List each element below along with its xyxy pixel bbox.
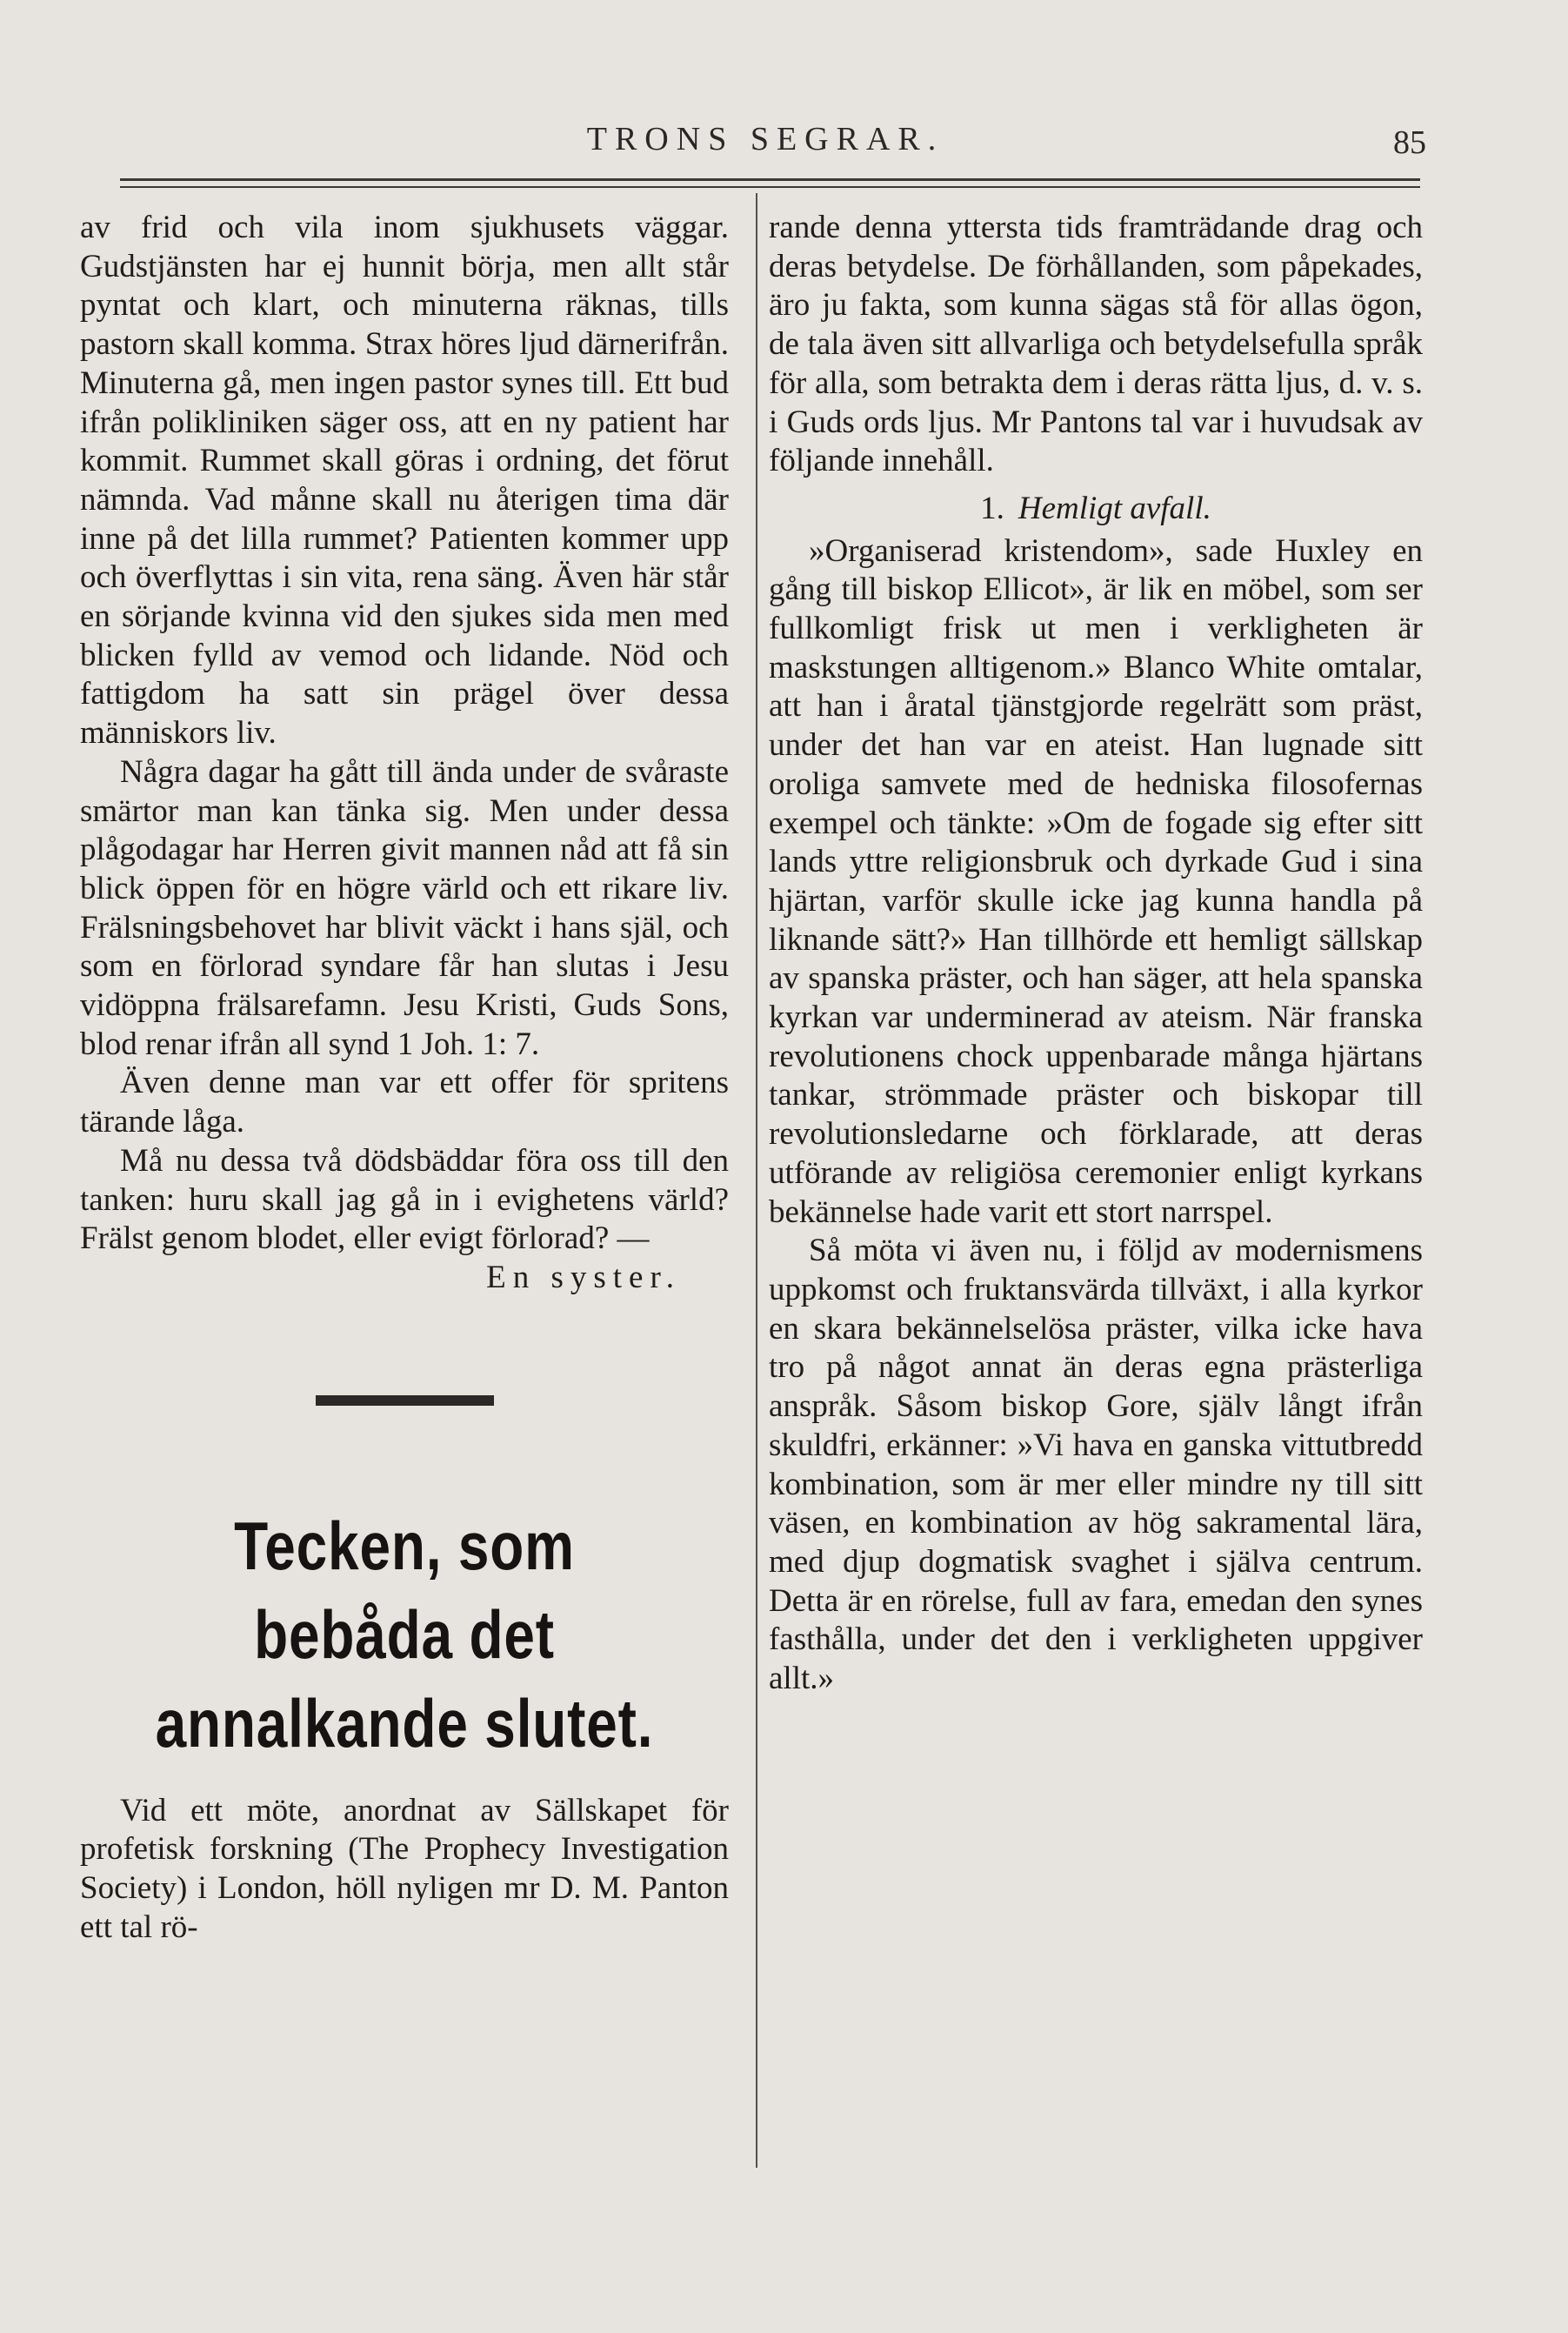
header-rule-top [120,178,1420,181]
left-paragraph-2: Några dagar ha gått till ända under de svåraste smärtor man kan tänka sig. Men under dessa plågodagar har Herren givit mannen nåd att få sin blick öppen för en högre värld och ett rikare liv. Frälsningsbehovet har blivit väckt i hans själ, och som en förlorad syndare får han slutas i Jesu vidöppna frälsarefamn. Jesu Kristi, Guds Sons, blod renar ifrån all synd 1 Joh. 1: 7. [80,753,729,1062]
signature: En syster. [486,1259,681,1295]
left-paragraph-3: Även denne man var ett offer för spritens tärande låga. [80,1065,729,1140]
left-paragraph-4: Må nu dessa två dödsbäddar föra oss till den tanken: huru skall jag gå in i evighetens värld? Frälst genom blodet, eller evigt förlorad? — [80,1142,729,1257]
column-divider [756,193,757,2168]
section-number: 1. [980,490,1004,526]
headline-line-2: annalkande slutet. [155,1684,654,1761]
section-title: Hemligt avfall. [1018,490,1211,526]
section-heading [769,490,1423,529]
header-rule-bottom [120,186,1420,188]
running-title: TRONS SEGRAR. [586,121,944,157]
right-column [769,209,1423,1699]
article-headline [138,1501,671,1768]
right-paragraph-2: Så möta vi även nu, i följd av modernismens uppkomst och fruktansvärda tillväxt, i alla kyrkor en skara bekännelselösa präster, vilka icke hava tro på något annat än deras egna prästerliga anspråk. Såsom biskop Gore, själv långt ifrån skuldfri, erkänner: »Vi hava en ganska vittutbredd kombination, som är mer eller mindre ny till sitt väsen, en kombination av hög sakramental lära, med djup dogmatisk svaghet i själva centrum. Detta är en rörelse, full av fara, emedan den synes fasthålla, under det den i verkligheten uppgiver allt.» [769,1233,1423,1697]
headline-line-1: Tecken, som bebåda det [234,1507,575,1673]
page-number: 85 [1393,124,1426,161]
left-column [80,209,729,1948]
separator-bar [316,1395,494,1406]
right-paragraph-1: »Organiserad kristendom», sade Huxley en gång till biskop Ellicot», är lik en möbel, som ser fullkomligt frisk ut men i verkligheten är maskstungen alltigenom.» Blanco White omtalar, att han i åratal tjänstgjorde regelrätt som präst, under det han var en ateist. Han lugnade sitt oroliga samvete med de hedniska filosofernas exempel och tänkte: »Om de fogade sig efter sitt lands yttre religionsbruk och dyrkade Gud i sina hjärtan, varför skulle icke jag kunna handla på liknande sätt?» Han tillhörde ett hemligt sällskap av spanska präster, och han säger, att hela spanska kyrkan var underminerad av ateism. När franska revolutionens chock uppenbarade många hjärtans tankar, strömmade präster och biskopar till revolutionsledarne och förklarade, att deras utförande av religiösa ceremonier enligt kyrkans bekännelse hade varit ett stort narrspel. [769,532,1423,1230]
running-head [0,120,1568,172]
right-paragraph-continued: rande denna yttersta tids framträdande drag och deras betydelse. De förhållanden, som påpekades, äro ju fakta, som kunna sägas stå för allas ögon, de tala även sitt allvarliga och betydelsefulla språk för alla, som betrakta dem i deras rätta ljus, d. v. s. i Guds ords ljus. Mr Pantons tal var i huvudsak av följande innehåll. [769,210,1423,479]
left-paragraph-1: av frid och vila inom sjukhusets väggar. Gudstjänsten har ej hunnit börja, men allt står pyntat och klart, och minuterna räknas, tills pastorn skall komma. Strax höres ljud därnerifrån. Minuterna gå, men ingen pastor synes till. Ett bud ifrån polikliniken säger oss, att en ny patient har kommit. Rummet skall göras i ordning, det förut nämnda. Vad månne skall nu återigen tima där inne på det lilla rummet? Patienten kommer upp och överflyttas i sin vita, rena säng. Även här står en sörjande kvinna vid den sjukes sida men med blicken fylld av vemod och lidande. Nöd och fattigdom ha satt sin prägel över dessa människors liv. [80,210,729,752]
article-intro: Vid ett möte, anordnat av Sällskapet för profetisk forskning (The Prophecy Investigation Society) i London, höll nyligen mr D. M. Panton ett tal rö- [80,1792,729,1945]
